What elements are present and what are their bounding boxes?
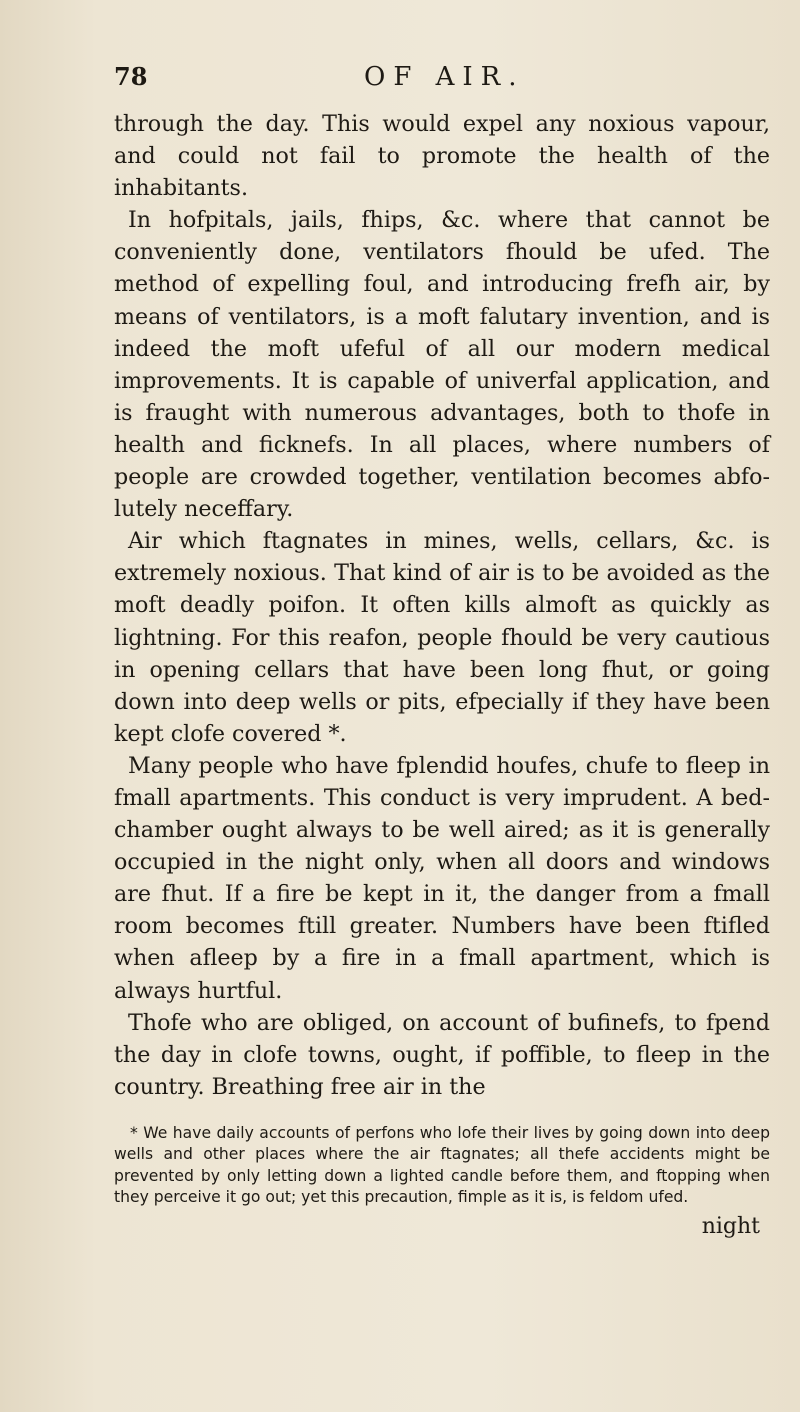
paragraph-stagnant-air: Air which ftagnates in mines, wells, cellars, &c. is extremely noxious. That kind of air is to be avoided as the moft deadly poifon. It often kills almoft as quickly as lightning. For this reafon, people fhould be very cautious in opening cellars that have been long fhut, or going down into deep wells or pits, efpecially if they have been kept clofe covered *. bbox=[114, 528, 770, 747]
page-number: 78 bbox=[114, 62, 148, 91]
paragraph-country-sleep: Thofe who are obliged, on account of bufinefs, to fpend the day in clofe towns, ought, if poffible, to fleep in the country. Breathing free air in the bbox=[114, 1009, 770, 1100]
running-head: OF AIR. bbox=[364, 62, 525, 92]
page-header bbox=[114, 62, 770, 102]
catchword: night bbox=[701, 1214, 760, 1240]
footnote: * We have daily accounts of perfons who lofe their lives by going down into deep wells and other places where the air ftagnates; all thefe accidents might be prevented by only letting down a lighted candle before them, and ftopping when they perceive it go out; yet this precaution, fimple as it is, is feldom ufed. bbox=[114, 1123, 770, 1206]
paragraph-continuation: through the day. This would expel any noxious vapour, and could not fail to promote the health of the inhabitants. bbox=[114, 111, 770, 202]
paragraph-bed-chamber: Many people who have fplendid houfes, chufe to fleep in fmall apartments. This conduct is very imprudent. A bed-chamber ought always to be well aired; as it is generally occupied in the night only, when all doors and windows are fhut. If a fire be kept in it, the danger from a fmall room becomes ftill greater. Numbers have been ftifled when afleep by a fire in a fmall apartment, which is always hurtful. bbox=[114, 752, 770, 1004]
paragraph-ventilators: In hofpitals, jails, fhips, &c. where that cannot be conveniently done, ventilators fhould be ufed. The method of expelling foul, and introducing frefh air, by means of ventilators, is a moft falutary invention, and is indeed the moft ufeful of all our modern medical improvements. It is capable of univerfal application, and is fraught with numerous advantages, both to thofe in health and ficknefs. In all places, where numbers of people are crowded together, ventilation becomes abfolutely neceffary. bbox=[114, 207, 770, 523]
body-text bbox=[114, 108, 770, 1103]
